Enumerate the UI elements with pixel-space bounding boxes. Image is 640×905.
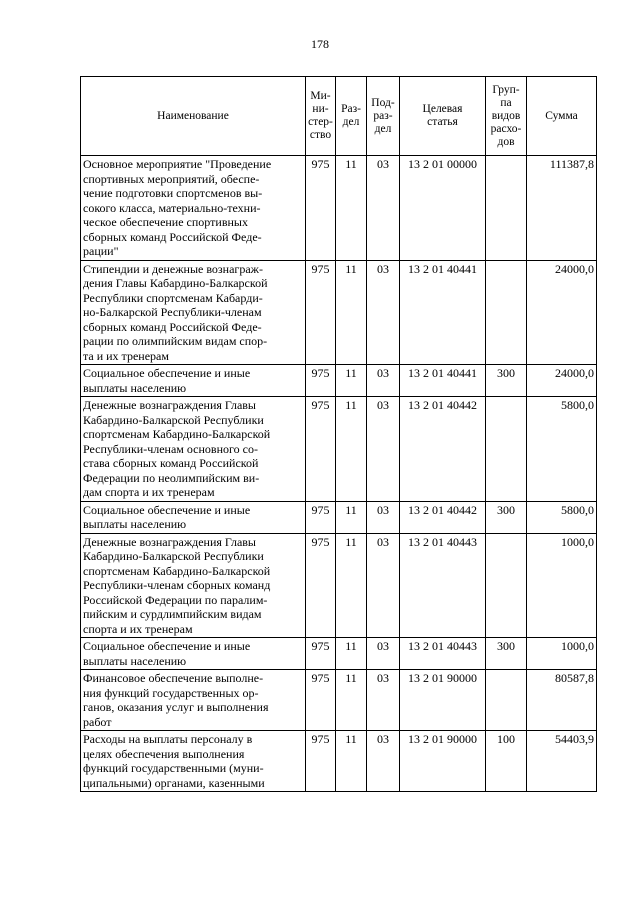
- row-target-cell: 13 2 01 40442: [400, 397, 486, 502]
- row-group-cell: 300: [486, 638, 527, 670]
- row-name-cell: Социальное обеспечение и иные выплаты населению: [81, 638, 306, 670]
- row-group-cell: 300: [486, 501, 527, 533]
- table-row: [81, 638, 597, 670]
- row-group-cell: [486, 260, 527, 365]
- row-sum-cell: 1000,0: [527, 533, 597, 638]
- row-group-cell: [486, 156, 527, 261]
- row-name-cell: Финансовое обеспечение выполне- ния функций государственных ор- ганов, оказания услуг и выполнения работ: [81, 670, 306, 731]
- table-row: [81, 501, 597, 533]
- row-section-cell: 11: [336, 397, 367, 502]
- row-sum-cell: 111387,8: [527, 156, 597, 261]
- table-row: [81, 365, 597, 397]
- header-section: Раз- дел: [336, 77, 367, 156]
- row-section-cell: 11: [336, 260, 367, 365]
- row-name-cell: Социальное обеспечение и иные выплаты населению: [81, 501, 306, 533]
- header-name: Наименование: [81, 77, 306, 156]
- table-row: [81, 670, 597, 731]
- row-ministry-cell: 975: [306, 638, 336, 670]
- row-sum-cell: 24000,0: [527, 365, 597, 397]
- row-name-cell: Расходы на выплаты персоналу в целях обеспечения выполнения функций государственными (муни- ципальными) органами, казенными: [81, 731, 306, 792]
- row-section-cell: 11: [336, 501, 367, 533]
- row-subsection-cell: 03: [367, 365, 400, 397]
- row-name-cell: Социальное обеспечение и иные выплаты населению: [81, 365, 306, 397]
- row-subsection-cell: 03: [367, 501, 400, 533]
- row-target-cell: 13 2 01 90000: [400, 670, 486, 731]
- row-name-cell: Основное мероприятие "Проведение спортивных мероприятий, обеспе- чение подготовки спортсменов вы- сокого класса, материально-техни- ческое обеспечение спортивных сборных команд Российской Феде- рации": [81, 156, 306, 261]
- row-ministry-cell: 975: [306, 156, 336, 261]
- row-section-cell: 11: [336, 156, 367, 261]
- row-group-cell: 300: [486, 365, 527, 397]
- row-sum-cell: 1000,0: [527, 638, 597, 670]
- table-header-row: [81, 77, 597, 156]
- row-sum-cell: 54403,9: [527, 731, 597, 792]
- row-target-cell: 13 2 01 40443: [400, 533, 486, 638]
- row-ministry-cell: 975: [306, 397, 336, 502]
- row-group-cell: [486, 670, 527, 731]
- row-section-cell: 11: [336, 670, 367, 731]
- row-target-cell: 13 2 01 40442: [400, 501, 486, 533]
- row-ministry-cell: 975: [306, 260, 336, 365]
- row-ministry-cell: 975: [306, 731, 336, 792]
- row-target-cell: 13 2 01 40441: [400, 260, 486, 365]
- row-subsection-cell: 03: [367, 533, 400, 638]
- row-sum-cell: 5800,0: [527, 397, 597, 502]
- row-name-cell: Денежные вознаграждения Главы Кабардино-Балкарской Республики спортсменам Кабардино-Балкарской Республики-членам основного со- става сборных команд Российской Федерации по неолимпийским ви- дам спорта и их тренерам: [81, 397, 306, 502]
- row-target-cell: 13 2 01 40441: [400, 365, 486, 397]
- row-ministry-cell: 975: [306, 501, 336, 533]
- header-subsection: Под- раз- дел: [367, 77, 400, 156]
- row-sum-cell: 24000,0: [527, 260, 597, 365]
- row-sum-cell: 80587,8: [527, 670, 597, 731]
- row-group-cell: 100: [486, 731, 527, 792]
- row-subsection-cell: 03: [367, 670, 400, 731]
- table-row: [81, 731, 597, 792]
- page-number: 178: [311, 37, 329, 51]
- header-ministry: Ми- ни- стер- ство: [306, 77, 336, 156]
- row-subsection-cell: 03: [367, 638, 400, 670]
- row-name-cell: Денежные вознаграждения Главы Кабардино-Балкарской Республики спортсменам Кабардино-Балкарской Республики-членам сборных команд Российской Федерации по паралим- пийским и сурдлимпийским видам спорта и их тренерам: [81, 533, 306, 638]
- row-ministry-cell: 975: [306, 533, 336, 638]
- table-row: [81, 260, 597, 365]
- row-name-cell: Стипендии и денежные вознаграж- дения Главы Кабардино-Балкарской Республики спортсменам Кабарди- но-Балкарской Республики-членам сборных команд Российской Феде- рации по олимпийским видам спор- та и их тренерам: [81, 260, 306, 365]
- row-subsection-cell: 03: [367, 260, 400, 365]
- table-row: [81, 397, 597, 502]
- row-section-cell: 11: [336, 365, 367, 397]
- row-subsection-cell: 03: [367, 397, 400, 502]
- table-row: [81, 533, 597, 638]
- row-group-cell: [486, 397, 527, 502]
- row-section-cell: 11: [336, 731, 367, 792]
- header-sum: Сумма: [527, 77, 597, 156]
- row-sum-cell: 5800,0: [527, 501, 597, 533]
- table-row: [81, 156, 597, 261]
- header-group: Груп- па видов расхо- дов: [486, 77, 527, 156]
- row-target-cell: 13 2 01 00000: [400, 156, 486, 261]
- row-section-cell: 11: [336, 533, 367, 638]
- row-section-cell: 11: [336, 638, 367, 670]
- row-ministry-cell: 975: [306, 670, 336, 731]
- row-target-cell: 13 2 01 40443: [400, 638, 486, 670]
- row-subsection-cell: 03: [367, 731, 400, 792]
- row-subsection-cell: 03: [367, 156, 400, 261]
- row-ministry-cell: 975: [306, 365, 336, 397]
- row-target-cell: 13 2 01 90000: [400, 731, 486, 792]
- row-group-cell: [486, 533, 527, 638]
- header-target: Целевая статья: [400, 77, 486, 156]
- budget-table: [80, 76, 597, 792]
